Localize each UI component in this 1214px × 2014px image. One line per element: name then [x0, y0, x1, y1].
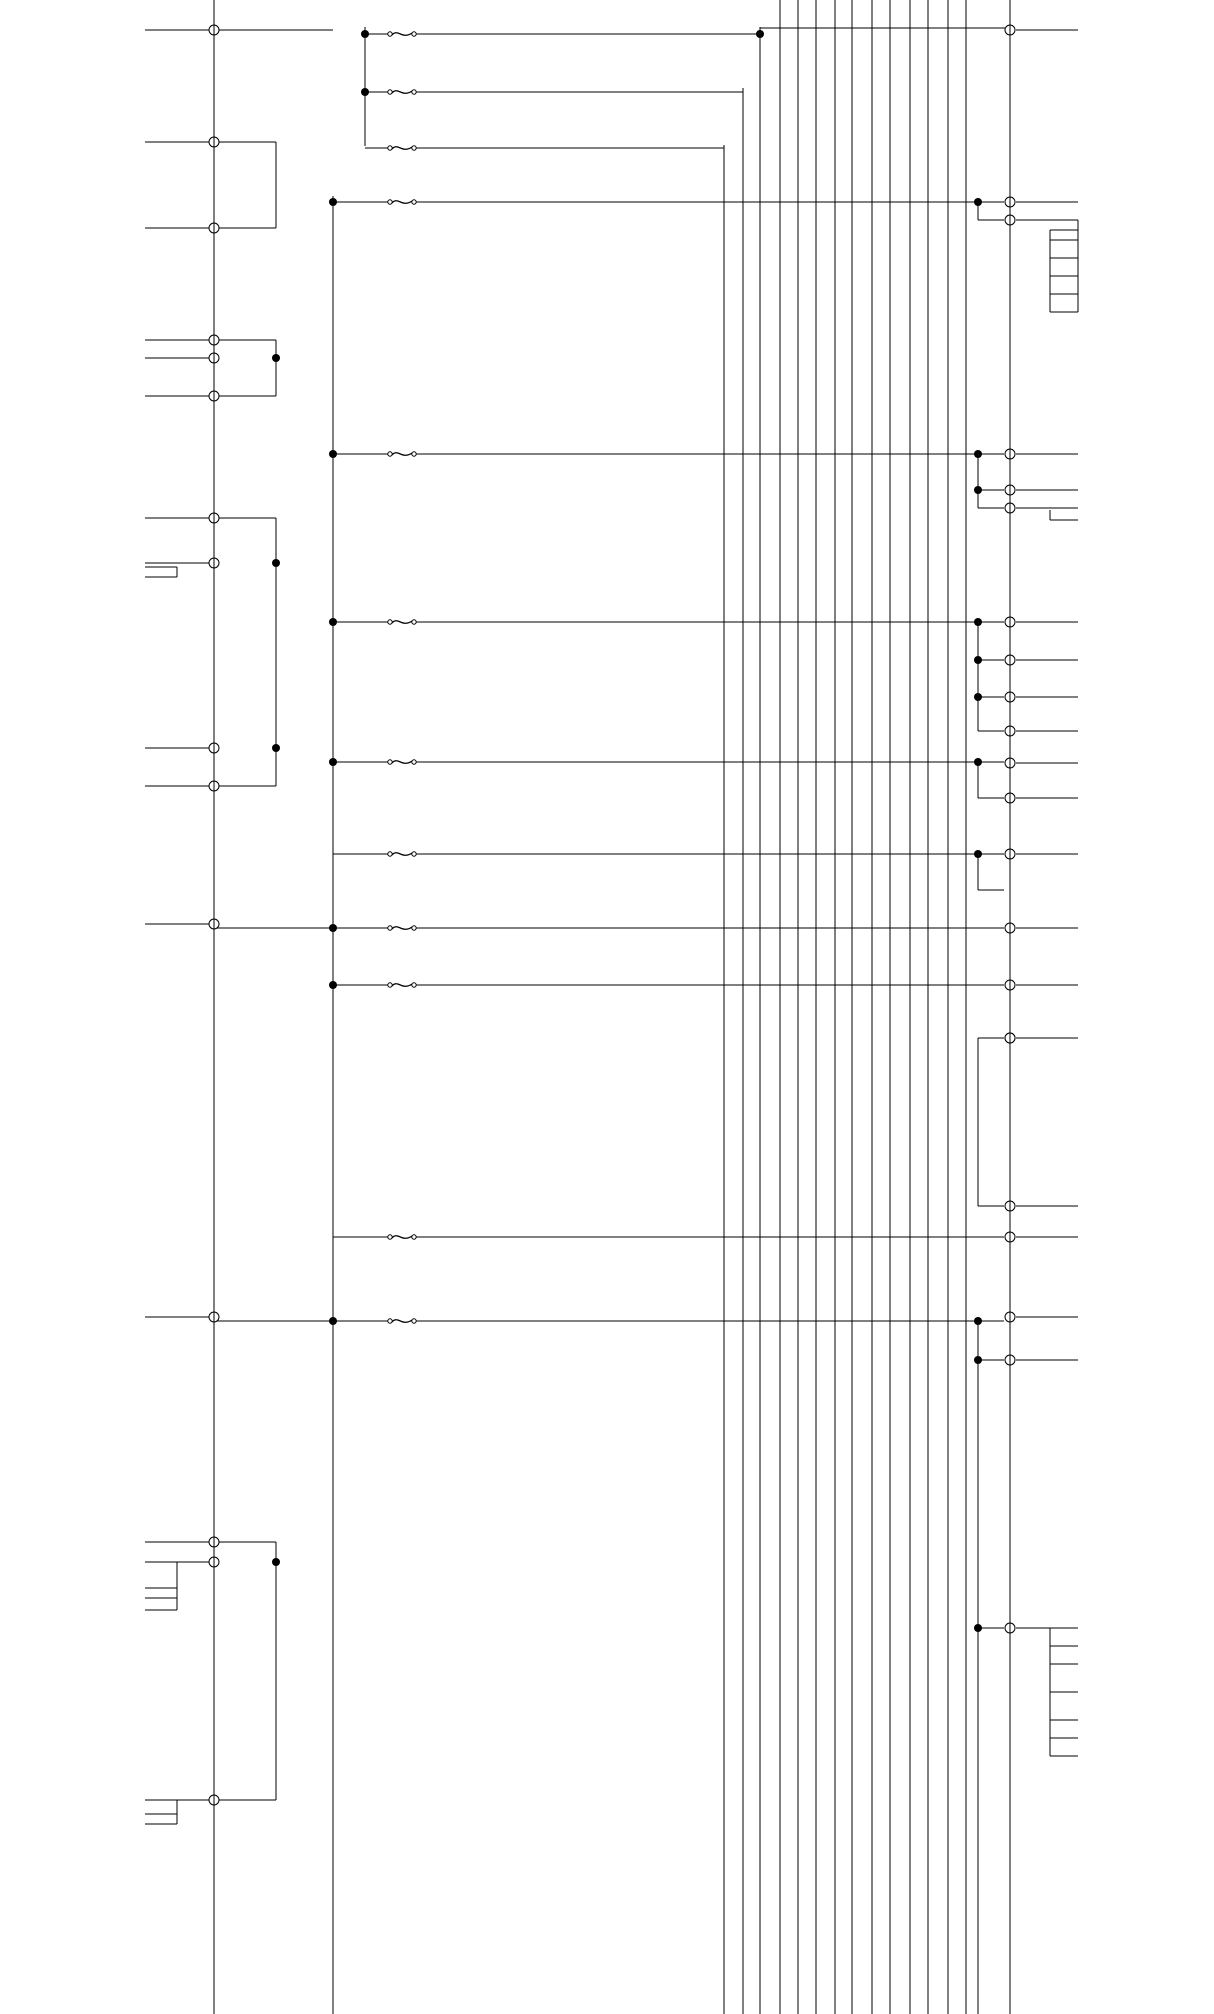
fuse-b35	[388, 1319, 416, 1323]
fuse-terminal	[388, 452, 392, 456]
fuse-element	[392, 621, 412, 624]
junction-dot	[974, 656, 982, 664]
junction-dot	[974, 618, 982, 626]
fuse-terminal	[412, 983, 416, 987]
junction-layer	[272, 30, 982, 1632]
fuse-element	[392, 453, 412, 456]
fuse-terminal	[412, 146, 416, 150]
fuse-b3	[388, 760, 416, 764]
fuse-terminal	[412, 1235, 416, 1239]
fuse-terminal	[388, 620, 392, 624]
fuse-terminal	[412, 620, 416, 624]
junction-dot	[329, 758, 337, 766]
junction-dot	[329, 198, 337, 206]
fuse-element	[392, 984, 412, 987]
junction-dot	[974, 198, 982, 206]
fuse-element	[392, 201, 412, 204]
fuse-element	[392, 1236, 412, 1239]
fuse-b39	[388, 146, 416, 150]
junction-dot	[272, 744, 280, 752]
junction-dot	[974, 450, 982, 458]
fuse-terminal	[412, 926, 416, 930]
fuse-terminal	[412, 1319, 416, 1323]
fuse-terminal	[388, 146, 392, 150]
junction-dot	[361, 30, 369, 38]
fuse-element	[392, 853, 412, 856]
fuse-terminal	[412, 90, 416, 94]
junction-dot	[272, 354, 280, 362]
fuse-element	[392, 761, 412, 764]
fuse-b10	[388, 983, 416, 987]
fuse-terminal	[388, 926, 392, 930]
fuse-terminal	[388, 32, 392, 36]
fuse-terminal	[412, 32, 416, 36]
fuse-b6	[388, 852, 416, 856]
junction-dot	[329, 981, 337, 989]
fuse-terminal	[412, 760, 416, 764]
junction-dot	[329, 1317, 337, 1325]
fuse-terminal	[388, 760, 392, 764]
fuse-terminal	[388, 200, 392, 204]
fuse-element	[392, 927, 412, 930]
fuse-terminal	[412, 852, 416, 856]
fuse-b12	[388, 1235, 416, 1239]
connector-layer	[209, 24, 1015, 1806]
fuse-terminal	[412, 200, 416, 204]
wire-layer	[145, 0, 1078, 2014]
junction-dot	[329, 924, 337, 932]
junction-dot	[974, 486, 982, 494]
fuse-b38	[388, 90, 416, 94]
junction-dot	[756, 30, 764, 38]
fuse-terminal	[388, 852, 392, 856]
junction-dot	[974, 1317, 982, 1325]
fuse-terminal	[412, 452, 416, 456]
junction-dot	[974, 1624, 982, 1632]
fuse-element	[392, 33, 412, 36]
junction-dot	[272, 559, 280, 567]
junction-dot	[272, 1558, 280, 1566]
fuse-element	[392, 91, 412, 94]
fuse-terminal	[388, 983, 392, 987]
fuse-terminal	[388, 1235, 392, 1239]
junction-dot	[974, 850, 982, 858]
junction-dot	[974, 693, 982, 701]
fuse-terminal	[388, 90, 392, 94]
fuse-layer	[388, 32, 416, 1323]
fuse-b24	[388, 452, 416, 456]
junction-dot	[329, 450, 337, 458]
junction-dot	[329, 618, 337, 626]
fuse-terminal	[388, 1319, 392, 1323]
fuse-b29	[388, 620, 416, 624]
fuse-element	[392, 1320, 412, 1323]
fuse-b11	[388, 926, 416, 930]
junction-dot	[974, 758, 982, 766]
fuse-b40	[388, 32, 416, 36]
fuse-b2	[388, 200, 416, 204]
junction-dot	[361, 88, 369, 96]
junction-dot	[974, 1356, 982, 1364]
fuse-element	[392, 147, 412, 150]
